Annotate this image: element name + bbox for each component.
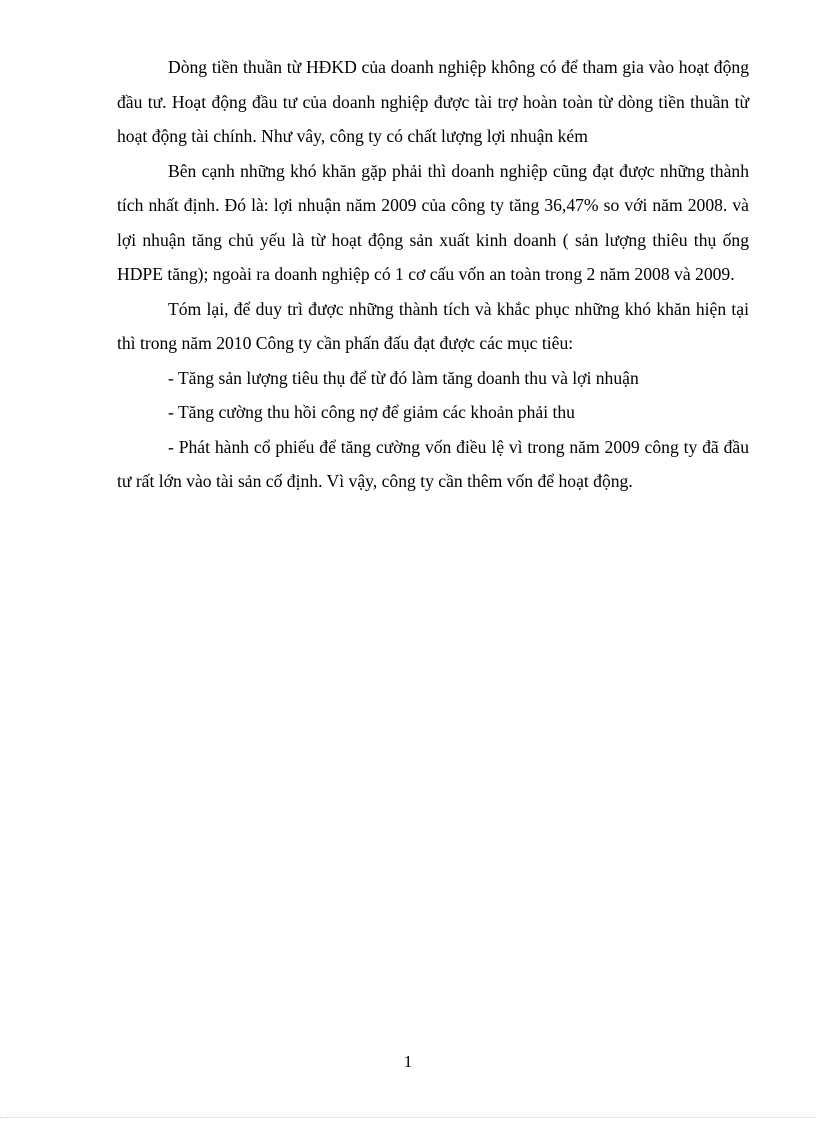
paragraph-cash-flow: Dòng tiền thuần từ HĐKD của doanh nghiệp không có để tham gia vào hoạt động đầu tư. Hoạt động đầu tư của doanh nghiệp được tài trợ hoàn toàn từ dòng tiền thuần từ hoạt động tài chính. Như vây, công ty có chất lượng lợi nhuận kém xyxy=(117,57,749,146)
paragraph-summary: Tóm lại, để duy trì được những thành tích và khắc phục những khó khăn hiện tại thì trong năm 2010 Công ty cần phấn đấu đạt được các mục tiêu: xyxy=(117,298,749,353)
page-number: 1 xyxy=(403,1052,413,1071)
bullet-item-sales: - Tăng sản lượng tiêu thụ để từ đó làm tăng doanh thu và lợi nhuận xyxy=(168,367,639,388)
document-body xyxy=(117,50,749,499)
paragraph-achievements: Bên cạnh những khó khăn gặp phải thì doanh nghiệp cũng đạt được những thành tích nhất định. Đó là: lợi nhuận năm 2009 của công ty tăng 36,47% so với năm 2008. và lợi nhuận tăng chủ yếu là từ hoạt động sản xuất kinh doanh ( sản lượng thiêu thụ ống HDPE tăng); ngoài ra doanh nghiệp có 1 cơ cấu vốn an toàn trong 2 năm 2008 và 2009. xyxy=(117,160,749,284)
bullet-item-shares: - Phát hành cổ phiếu để tăng cường vốn điều lệ vì trong năm 2009 công ty đã đầu tư rất lớn vào tài sản cố định. Vì vậy, công ty cần thêm vốn để hoạt động. xyxy=(117,436,749,491)
page-bottom-divider xyxy=(0,1117,816,1118)
bullet-item-receivables: - Tăng cường thu hồi công nợ để giảm các khoản phải thu xyxy=(168,402,575,422)
